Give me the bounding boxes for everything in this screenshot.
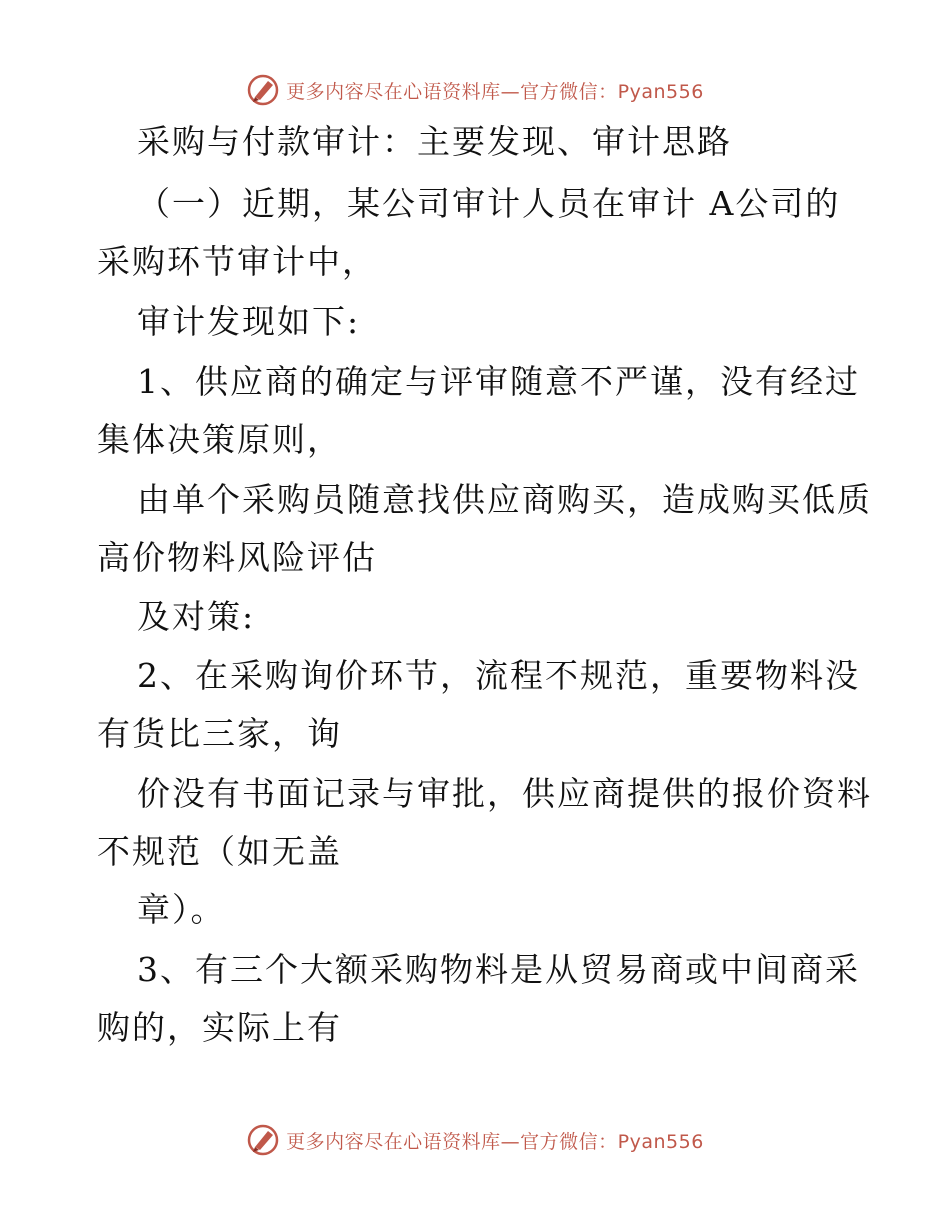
paragraph-line: 购的，实际上有 [97,1008,342,1047]
paragraph-line: （一）近期，某公司审计人员在审计 A公司的 [137,184,841,223]
header-watermark-banner [0,70,950,110]
paragraph-line: 高价物料风险评估 [97,538,377,577]
paragraph-line: 不规范（如无盖 [97,832,342,871]
paragraph-line: 集体决策原则， [97,420,342,459]
watermark-text: 更多内容尽在心语资料库—官方微信：Pyan556 [286,80,704,103]
pen-logo-icon [246,1123,280,1157]
paragraph-line: 由单个采购员随意找供应商购买，造成购买低质 [137,480,872,519]
paragraph-line: 1、供应商的确定与评审随意不严谨，没有经过 [137,362,860,401]
paragraph-line: 有货比三家，询 [97,714,342,753]
pen-logo-icon [246,73,280,107]
footer-watermark-banner [0,1120,950,1160]
paragraph-line: 章）。 [137,890,226,929]
paragraph-line: 采购环节审计中， [97,242,377,281]
paragraph-line: 审计发现如下: [137,302,361,341]
paragraph-line: 及对策: [137,597,256,636]
paragraph-line: 3、有三个大额采购物料是从贸易商或中间商采 [137,950,860,989]
watermark-text: 更多内容尽在心语资料库—官方微信：Pyan556 [286,1130,704,1153]
document-title: 采购与付款审计：主要发现、审计思路 [137,122,732,161]
paragraph-line: 价没有书面记录与审批，供应商提供的报价资料 [137,774,872,813]
paragraph-line: 2、在采购询价环节，流程不规范，重要物料没 [137,656,860,695]
